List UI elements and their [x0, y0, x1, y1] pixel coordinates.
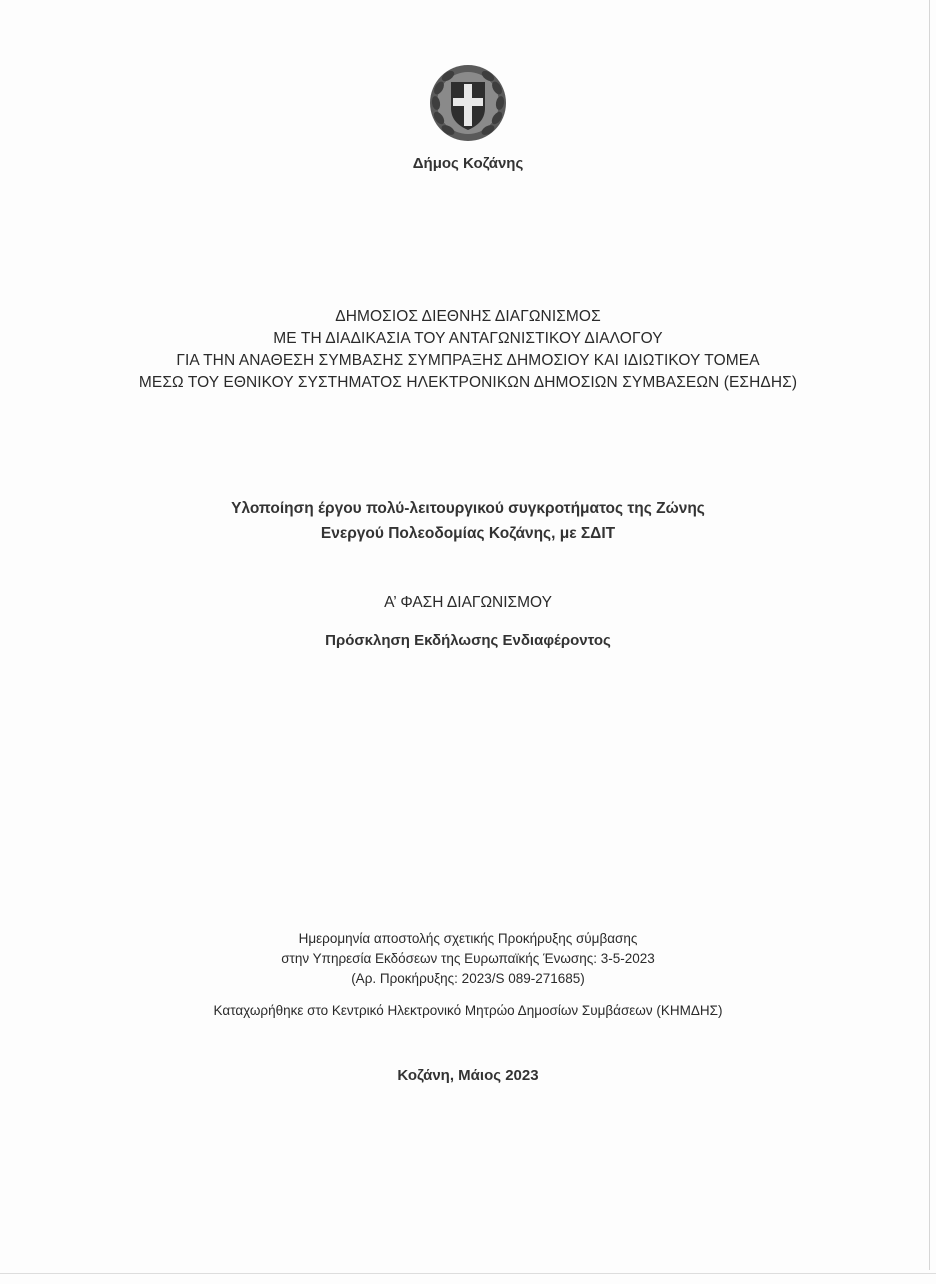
project-title — [0, 496, 936, 546]
project-title-line: Ενεργού Πολεοδομίας Κοζάνης, με ΣΔΙΤ — [320, 525, 616, 542]
place-and-date: Κοζάνη, Μάιος 2023 — [397, 1067, 539, 1084]
municipality-name: Δήμος Κοζάνης — [412, 155, 524, 172]
tender-title-line: ΓΙΑ ΤΗΝ ΑΝΑΘΕΣΗ ΣΥΜΒΑΣΗΣ ΣΥΜΠΡΑΞΗΣ ΔΗΜΟΣΙΟΥ ΚΑΙ ΙΔΙΩΤΙΚΟΥ ΤΟΜΕΑ — [176, 352, 760, 369]
tender-title-line: ΔΗΜΟΣΙΟΣ ΔΙΕΘΝΗΣ ΔΙΑΓΩΝΙΣΜΟΣ — [335, 308, 601, 325]
tender-title-line: ΜΕ ΤΗ ΔΙΑΔΙΚΑΣΙΑ ΤΟΥ ΑΝΤΑΓΩΝΙΣΤΙΚΟΥ ΔΙΑΛΟΓΟΥ — [273, 330, 663, 347]
phase-heading: Α’ ΦΑΣΗ ΔΙΑΓΩΝΙΣΜΟΥ — [384, 594, 552, 611]
tender-title-line: ΜΕΣΩ ΤΟΥ ΕΘΝΙΚΟΥ ΣΥΣΤΗΜΑΤΟΣ ΗΛΕΚΤΡΟΝΙΚΩΝ ΔΗΜΟΣΙΩΝ ΣΥΜΒΑΣΕΩΝ (ΕΣΗΔΗΣ) — [138, 374, 798, 391]
publication-notice — [0, 929, 936, 989]
notice-line: Ημερομηνία αποστολής σχετικής Προκήρυξης σύμβασης — [298, 931, 638, 946]
registry-note: Καταχωρήθηκε στο Κεντρικό Ηλεκτρονικό Μητρώο Δημοσίων Συμβάσεων (ΚΗΜΔΗΣ) — [213, 1003, 723, 1018]
scan-edge-bottom — [0, 1273, 936, 1274]
project-title-line: Υλοποίηση έργου πολύ-λειτουργικού συγκροτήματος της Ζώνης — [231, 500, 705, 517]
tender-title — [0, 306, 936, 394]
invitation-heading: Πρόσκληση Εκδήλωσης Ενδιαφέροντος — [325, 632, 611, 649]
notice-line: (Αρ. Προκήρυξης: 2023/S 089-271685) — [351, 971, 585, 986]
coat-of-arms-icon — [427, 62, 509, 144]
notice-line: στην Υπηρεσία Εκδόσεων της Ευρωπαϊκής Ένωσης: 3-5-2023 — [281, 951, 655, 966]
